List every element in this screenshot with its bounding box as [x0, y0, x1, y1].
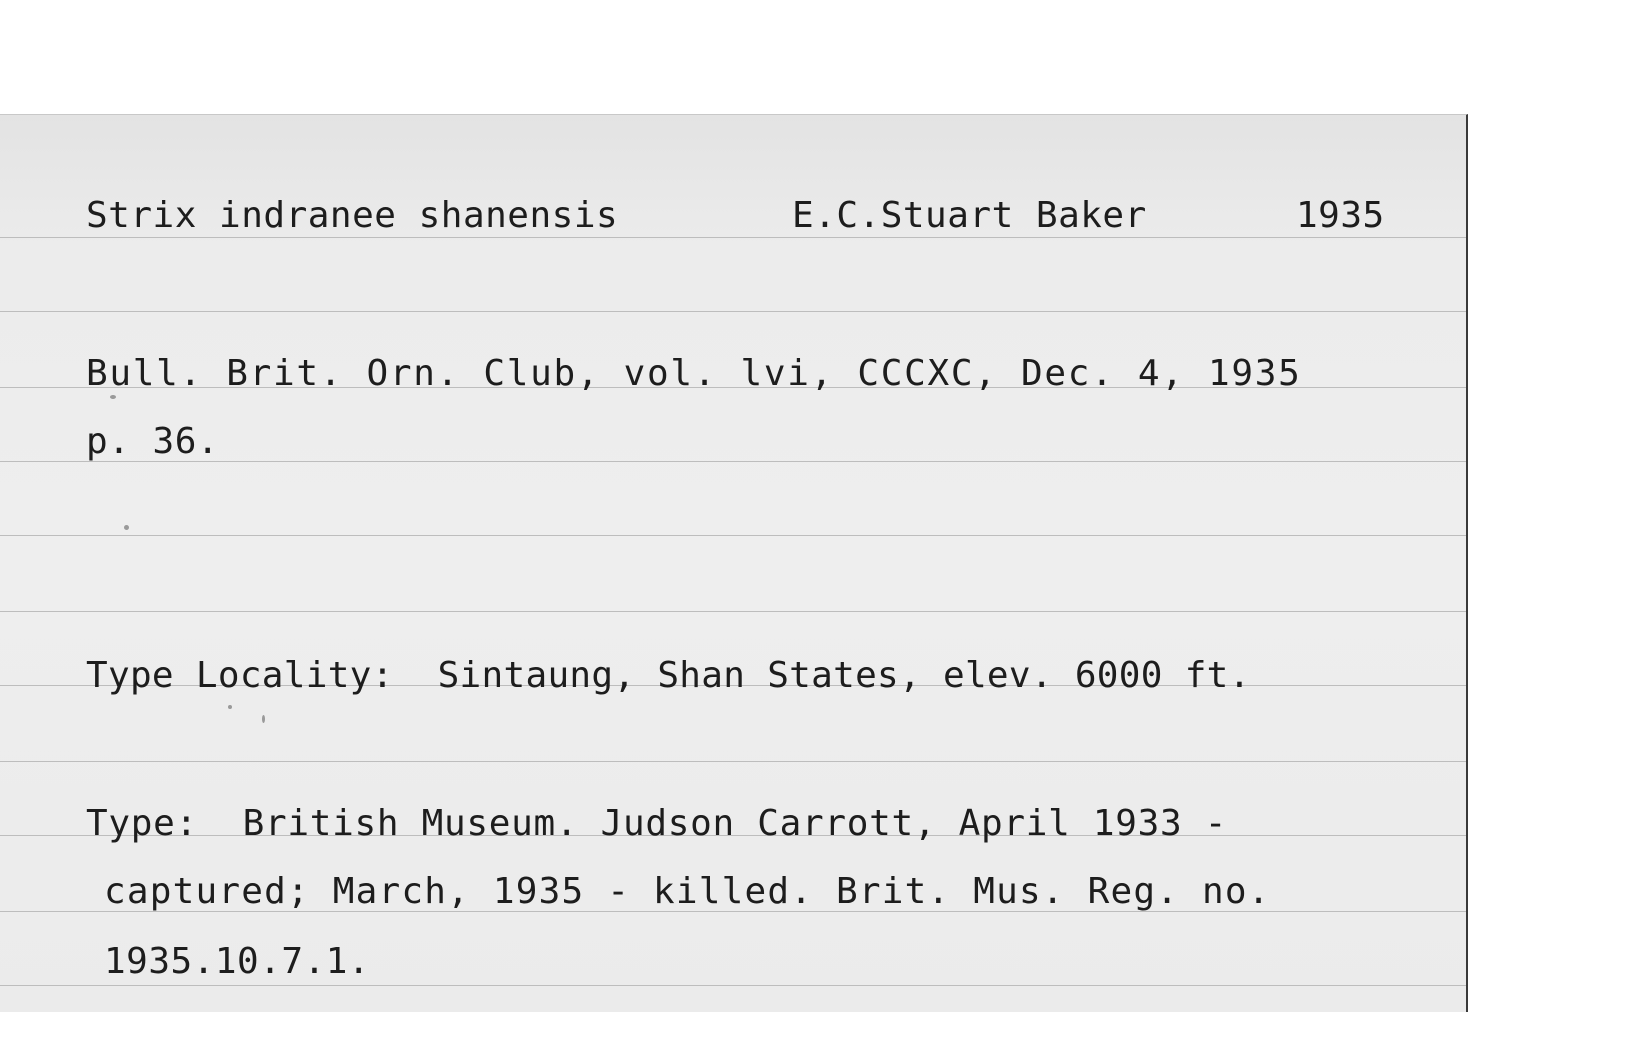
taxon-name: Strix indranee shanensis: [86, 195, 619, 236]
card-rule: [0, 311, 1466, 312]
card-rule: [0, 237, 1466, 238]
type-line-2: captured; March, 1935 - killed. Brit. Mus. Reg. no.: [104, 871, 1271, 912]
scan-speck: [228, 705, 232, 709]
scan-speck: [124, 525, 129, 530]
card-rule: [0, 461, 1466, 462]
card-rule: [0, 611, 1466, 612]
scan-speck: [110, 395, 116, 399]
author-name: E.C.Stuart Baker: [792, 195, 1147, 236]
type-line-3: 1935.10.7.1.: [104, 941, 371, 982]
card-rule: [0, 535, 1466, 536]
scan-speck: [262, 715, 265, 723]
card-rule: [0, 761, 1466, 762]
citation-line-2: p. 36.: [86, 421, 220, 462]
description-year: 1935: [1296, 195, 1385, 236]
type-locality-line: Type Locality: Sintaung, Shan States, elev. 6000 ft.: [86, 655, 1251, 696]
card-rule: [0, 985, 1466, 986]
index-card: [0, 114, 1468, 1012]
citation-line-1: Bull. Brit. Orn. Club, vol. lvi, CCCXC, Dec. 4, 1935: [86, 353, 1302, 394]
type-line-1: Type: British Museum. Judson Carrott, April 1933 -: [86, 803, 1228, 844]
